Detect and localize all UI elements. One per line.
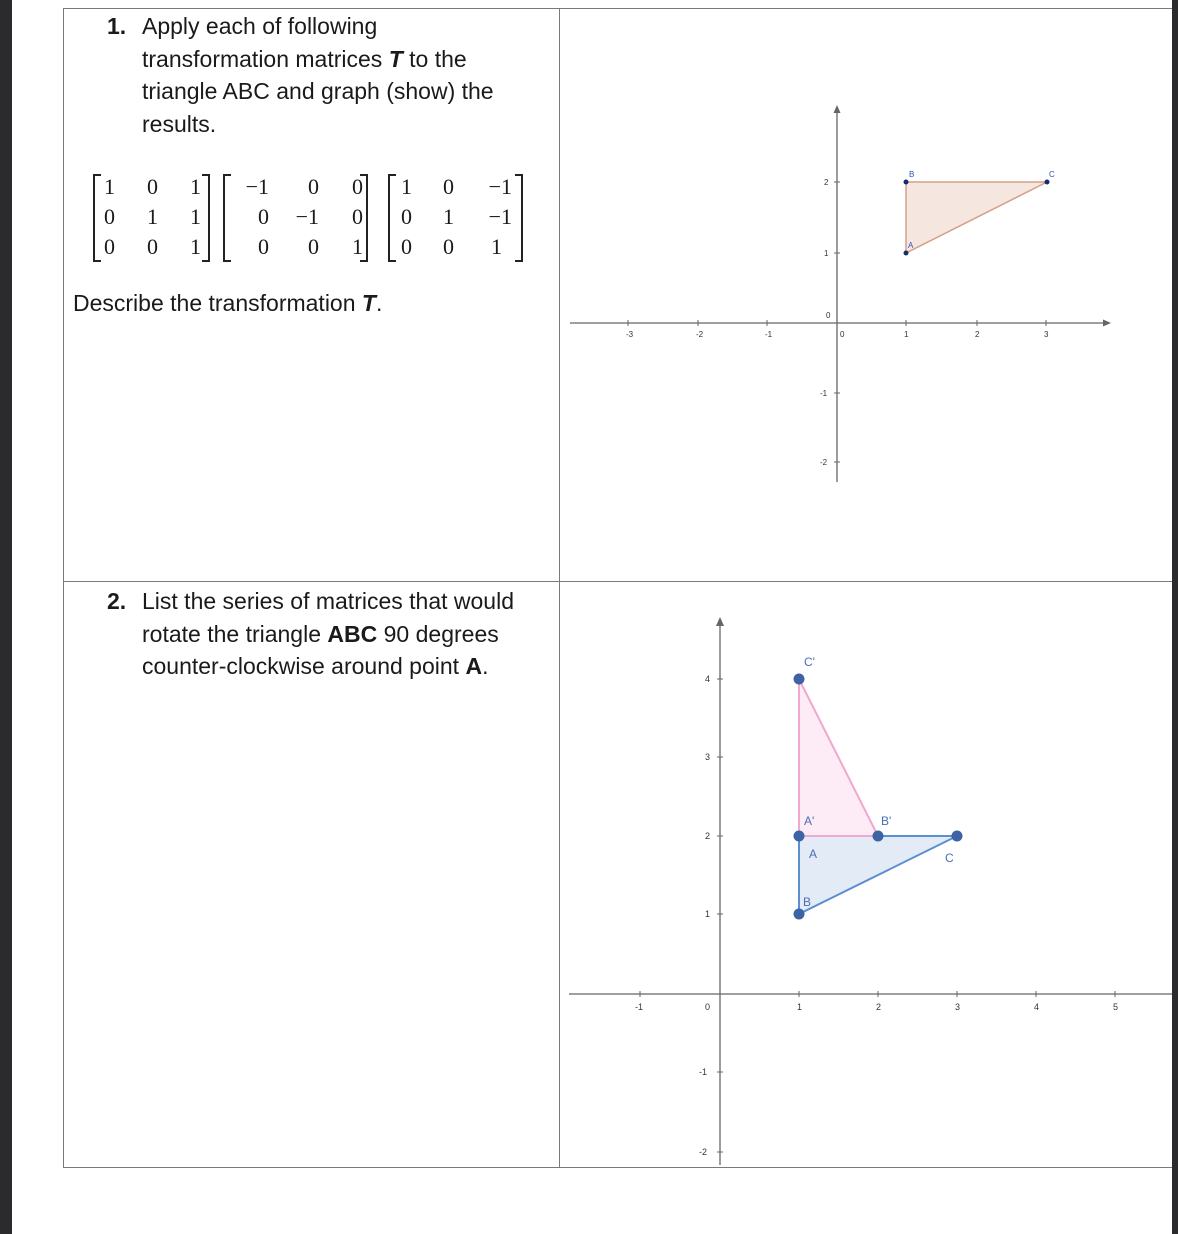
graph-2-triangle-rotated [799, 679, 878, 836]
graph-1-x-tick-label: 1 [904, 330, 909, 339]
graph-2-y-tick-label: 1 [705, 909, 711, 919]
matrix-cell: 1 [190, 204, 201, 229]
matrix-cell: 0 [443, 234, 454, 259]
graph-1-y-tick-label: -2 [820, 458, 828, 467]
q2-line-3-before: counter-clockwise around point [142, 653, 466, 679]
matrix-cell: 0 [258, 234, 269, 259]
matrix-cell: 1 [147, 204, 158, 229]
q1-line-1: Apply each of following [142, 13, 378, 39]
graph-1-point-a-label: A [908, 241, 914, 250]
question-1-number: 1. [107, 13, 127, 39]
q2-abc: ABC [327, 620, 378, 647]
matrix-cell: −1 [488, 204, 512, 229]
q2-line-2-after: 90 degrees [377, 620, 499, 647]
matrix-cell: 0 [401, 234, 412, 259]
graph-2-point-c-prime-label: C' [804, 655, 815, 669]
q1-line-4: results. [142, 110, 217, 137]
graph-2-point-a-prime-label: A' [804, 814, 815, 828]
q2-line-3-after: . [482, 653, 489, 679]
q1-line-2-after: to the [402, 45, 467, 72]
describe-symbol-t: T [361, 290, 376, 316]
matrix-cell: 0 [443, 174, 454, 199]
q2-line-2-before: rotate the triangle [142, 620, 328, 647]
matrix-cell: 0 [308, 234, 319, 259]
matrix-cell: 1 [443, 204, 454, 229]
matrix-cell: 0 [352, 204, 363, 229]
graph-1-x-tick-label: 3 [1044, 330, 1049, 339]
q1-line-3: triangle ABC and graph (show) the [142, 78, 494, 104]
graph-2-x-tick-label: 4 [1034, 1002, 1040, 1012]
graph-2-y-tick-label: 4 [705, 674, 711, 684]
q2-line-1: List the series of matrices that would [142, 588, 514, 614]
graph-2-point-b-prime-label: B' [881, 814, 892, 828]
graph-2-point-a-label: A [809, 847, 818, 861]
graph-2-point-b-label: B [803, 895, 812, 909]
describe-text: Describe the transformation [73, 290, 362, 316]
matrix-cell: 0 [104, 234, 115, 259]
q1-line-2-before: transformation matrices [142, 45, 389, 72]
graph-2-triangle-abc [799, 836, 957, 914]
matrix-cell: 1 [491, 234, 502, 259]
graph-2-x-tick-label: 1 [797, 1002, 803, 1012]
matrix-cell: 0 [258, 204, 269, 229]
graph-2-x-tick-label: 3 [955, 1002, 961, 1012]
graph-2-x-tick-label: 5 [1113, 1002, 1119, 1012]
graph-1-point-b-label: B [909, 170, 915, 179]
graph-1-x-tick-label: -2 [696, 330, 704, 339]
graph-2-y-tick-label: -1 [699, 1067, 708, 1077]
matrix-cell: 0 [308, 174, 319, 199]
matrix-cell: −1 [295, 204, 319, 229]
matrix-cell: 1 [190, 174, 201, 199]
graph-1-origin-label: 0 [826, 311, 831, 320]
graph-2-point-c-label: C [945, 851, 954, 865]
graph-2-y-tick-label: 2 [705, 831, 711, 841]
graph-1-y-tick-label: 1 [824, 249, 829, 258]
matrix-cell: 0 [352, 174, 363, 199]
graph-2-y-axis [716, 617, 724, 1165]
matrix-cell: 1 [190, 234, 201, 259]
q2-point-a: A [465, 653, 483, 679]
question-2-number: 2. [107, 588, 127, 614]
graph-1-x-tick-label: 2 [975, 330, 980, 339]
matrix-cell: 0 [401, 204, 412, 229]
matrix-cell: −1 [488, 174, 512, 199]
graph-1-x-tick-label: -3 [626, 330, 634, 339]
graph-2-point-b [794, 895, 812, 920]
graph-1-x-tick-label: 0 [840, 330, 845, 339]
matrix-cell: 0 [147, 174, 158, 199]
q1-symbol-t: T [388, 45, 403, 72]
graph-2-x-tick-label: 2 [876, 1002, 882, 1012]
matrix-cell: 0 [104, 204, 115, 229]
matrix-cell: 0 [147, 234, 158, 259]
graph-1-y-tick-label: 2 [824, 178, 829, 187]
graph-2-x-tick-label: -1 [635, 1002, 644, 1012]
matrix-cell: 1 [352, 234, 363, 259]
matrix-cell: 1 [401, 174, 412, 199]
graph-2-x-tick-label: 0 [705, 1002, 711, 1012]
graph-2-point-c-prime [794, 655, 815, 685]
matrix-cell: −1 [245, 174, 269, 199]
graph-1-point-c-label: C [1049, 170, 1055, 179]
graph-2-y-tick-label: -2 [699, 1147, 708, 1157]
graph-1-x-tick-label: -1 [765, 330, 773, 339]
graph-2-y-tick-label: 3 [705, 752, 711, 762]
matrix-cell: 1 [104, 174, 115, 199]
graph-1-y-tick-label: -1 [820, 389, 828, 398]
describe-period: . [375, 290, 383, 316]
